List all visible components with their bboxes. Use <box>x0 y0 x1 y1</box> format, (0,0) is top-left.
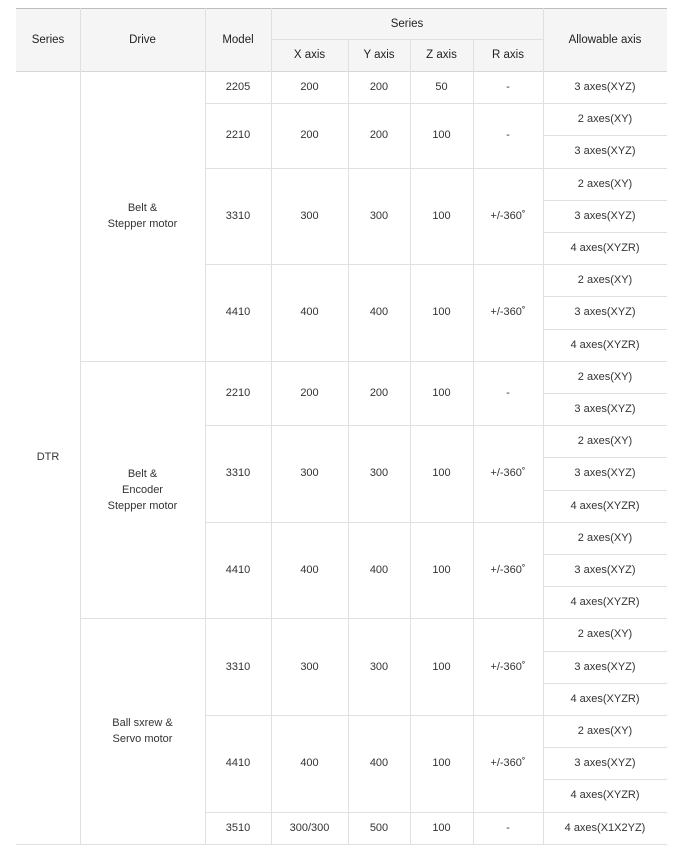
model-cell: 3510 <box>225 821 251 834</box>
x-axis-value: 400 <box>300 306 319 319</box>
row-divider <box>205 168 667 169</box>
z-axis-value: 100 <box>432 306 451 319</box>
z-axis-value: 100 <box>432 386 451 399</box>
allowable-axis-item: 4 axes(XYZR) <box>570 789 640 802</box>
drive-cell: Belt & Stepper motor <box>107 201 178 230</box>
y-axis-value: 300 <box>369 660 389 673</box>
allowable-axis-item: 4 axes(XYZR) <box>570 692 640 705</box>
y-axis-value: 200 <box>369 81 389 94</box>
z-axis-value: 100 <box>432 821 451 834</box>
col-divider <box>80 8 81 844</box>
model-cell: 3310 <box>225 467 251 480</box>
x-axis-value: 300 <box>300 660 319 673</box>
table-top-border <box>16 8 667 9</box>
z-axis-value: 100 <box>432 467 451 480</box>
allowable-axis-item: 3 axes(XYZ) <box>574 306 636 319</box>
header-series: Series <box>31 33 65 46</box>
allowable-axis-item: 3 axes(XYZ) <box>574 403 636 416</box>
axis-divider <box>543 135 667 136</box>
header-series-group: Series <box>390 17 424 30</box>
axis-divider <box>543 683 667 684</box>
model-cell: 4410 <box>225 564 251 577</box>
table-bottom-border <box>16 844 667 845</box>
allowable-axis-item: 2 axes(XY) <box>577 435 633 448</box>
r-axis-value: +/-360˚ <box>490 757 526 770</box>
allowable-axis-item: 4 axes(XYZR) <box>570 242 640 255</box>
col-divider <box>348 39 349 844</box>
allowable-axis-item: 3 axes(XYZ) <box>574 467 636 480</box>
r-axis-value: - <box>506 386 510 399</box>
x-axis-value: 400 <box>300 757 319 770</box>
y-axis-value: 400 <box>369 306 389 319</box>
header-z-axis: Z axis <box>426 49 457 61</box>
x-axis-value: 300 <box>300 209 319 222</box>
row-divider <box>205 264 667 265</box>
r-axis-value: - <box>506 129 510 142</box>
y-axis-value: 300 <box>369 209 389 222</box>
model-cell: 3310 <box>225 209 251 222</box>
drive-cell: Ball sxrew & Servo motor <box>112 717 173 746</box>
z-axis-value: 100 <box>432 660 451 673</box>
col-divider <box>205 8 206 844</box>
allowable-axis-item: 2 axes(XY) <box>577 177 633 190</box>
col-divider <box>410 39 411 844</box>
x-axis-value: 300 <box>300 467 319 480</box>
model-cell: 4410 <box>225 306 251 319</box>
axis-divider <box>543 779 667 780</box>
y-axis-value: 200 <box>369 129 389 142</box>
allowable-axis-item: 4 axes(XYZR) <box>570 499 640 512</box>
model-cell: 2205 <box>225 81 251 94</box>
axis-divider <box>543 651 667 652</box>
drive-cell: Belt & Encoder Stepper motor <box>107 467 178 512</box>
r-axis-value: +/-360˚ <box>490 306 526 319</box>
axis-divider <box>543 490 667 491</box>
series-cell: DTR <box>36 451 60 464</box>
axis-divider <box>543 586 667 587</box>
allowable-axis-item: 3 axes(XYZ) <box>574 564 636 577</box>
r-axis-value: +/-360˚ <box>490 467 526 480</box>
z-axis-value: 100 <box>432 757 451 770</box>
row-divider <box>205 425 667 426</box>
y-axis-value: 200 <box>369 386 389 399</box>
allowable-axis-item: 3 axes(XYZ) <box>574 660 636 673</box>
x-axis-value: 200 <box>300 386 319 399</box>
allowable-axis-item: 3 axes(XYZ) <box>574 209 636 222</box>
allowable-axis-item: 2 axes(XY) <box>577 113 633 126</box>
allowable-axis-item: 3 axes(XYZ) <box>574 145 636 158</box>
allowable-axis-item: 2 axes(XY) <box>577 531 633 544</box>
z-axis-value: 100 <box>432 209 451 222</box>
x-axis-value: 200 <box>300 129 319 142</box>
axis-divider <box>543 296 667 297</box>
allowable-axis-item: 4 axes(XYZR) <box>570 338 640 351</box>
r-axis-value: +/-360˚ <box>490 564 526 577</box>
row-divider <box>205 812 667 813</box>
header-r-axis: R axis <box>492 49 524 61</box>
row-divider <box>205 522 667 523</box>
subheader-divider <box>271 39 543 40</box>
header-x-axis: X axis <box>293 49 326 61</box>
y-axis-value: 400 <box>369 564 389 577</box>
col-divider <box>271 8 272 844</box>
header-drive: Drive <box>129 33 156 46</box>
allowable-axis-item: 3 axes(XYZ) <box>574 81 636 94</box>
z-axis-value: 100 <box>432 129 451 142</box>
x-axis-value: 400 <box>300 564 319 577</box>
y-axis-value: 500 <box>369 821 389 834</box>
row-divider <box>205 715 667 716</box>
axis-divider <box>543 232 667 233</box>
y-axis-value: 400 <box>369 757 389 770</box>
header-model: Model <box>222 33 254 46</box>
r-axis-value: +/-360˚ <box>490 209 526 222</box>
r-axis-value: - <box>506 81 510 94</box>
x-axis-value: 300/300 <box>289 821 330 834</box>
model-cell: 4410 <box>225 757 251 770</box>
allowable-axis-item: 2 axes(XY) <box>577 274 633 287</box>
model-cell: 3310 <box>225 660 251 673</box>
r-axis-value: +/-360˚ <box>490 660 526 673</box>
axis-divider <box>543 393 667 394</box>
header-bottom-border <box>16 71 667 72</box>
model-cell: 2210 <box>225 386 251 399</box>
col-divider <box>473 39 474 844</box>
axis-divider <box>543 554 667 555</box>
allowable-axis-item: 3 axes(XYZ) <box>574 757 636 770</box>
model-cell: 2210 <box>225 129 251 142</box>
z-axis-value: 50 <box>435 81 448 94</box>
header-y-axis: Y axis <box>363 49 395 61</box>
allowable-axis-item: 2 axes(XY) <box>577 725 633 738</box>
allowable-axis-item: 2 axes(XY) <box>577 370 633 383</box>
axis-divider <box>543 747 667 748</box>
axis-divider <box>543 457 667 458</box>
z-axis-value: 100 <box>432 564 451 577</box>
allowable-axis-item: 4 axes(XYZR) <box>570 596 640 609</box>
allowable-axis-item: 4 axes(X1X2YZ) <box>564 821 646 834</box>
axis-divider <box>543 329 667 330</box>
r-axis-value: - <box>506 821 510 834</box>
col-divider <box>543 8 544 844</box>
row-divider <box>205 103 667 104</box>
axis-divider <box>543 200 667 201</box>
y-axis-value: 300 <box>369 467 389 480</box>
allowable-axis-item: 2 axes(XY) <box>577 628 633 641</box>
x-axis-value: 200 <box>300 81 319 94</box>
header-allowable-axis: Allowable axis <box>568 33 642 46</box>
